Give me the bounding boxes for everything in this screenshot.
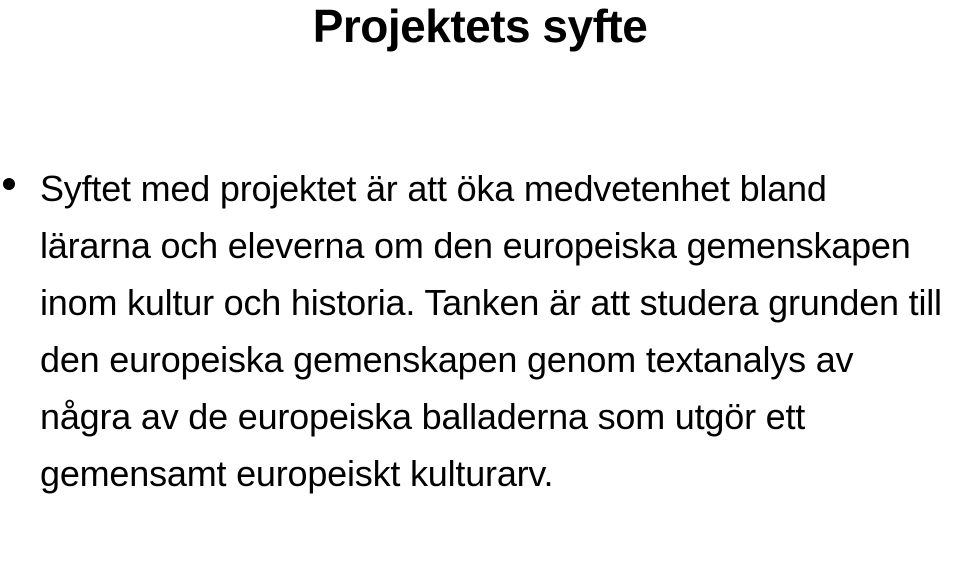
- slide-title: Projektets syfte: [312, 0, 648, 52]
- bullet-list: [0, 160, 960, 502]
- bullet-text: Syftet med projektet är att öka medvetenhet bland lärarna och eleverna om den europeiska gemenskapen inom kultur och historia. Tanken är att studera grunden till den europeiska gemenskapen genom textanalys av några av de europeiska balladerna som utgör ett gemensamt europeiskt kulturarv.: [40, 168, 942, 494]
- bullet-dot-icon: [3, 178, 15, 190]
- bullet-item: [0, 160, 960, 502]
